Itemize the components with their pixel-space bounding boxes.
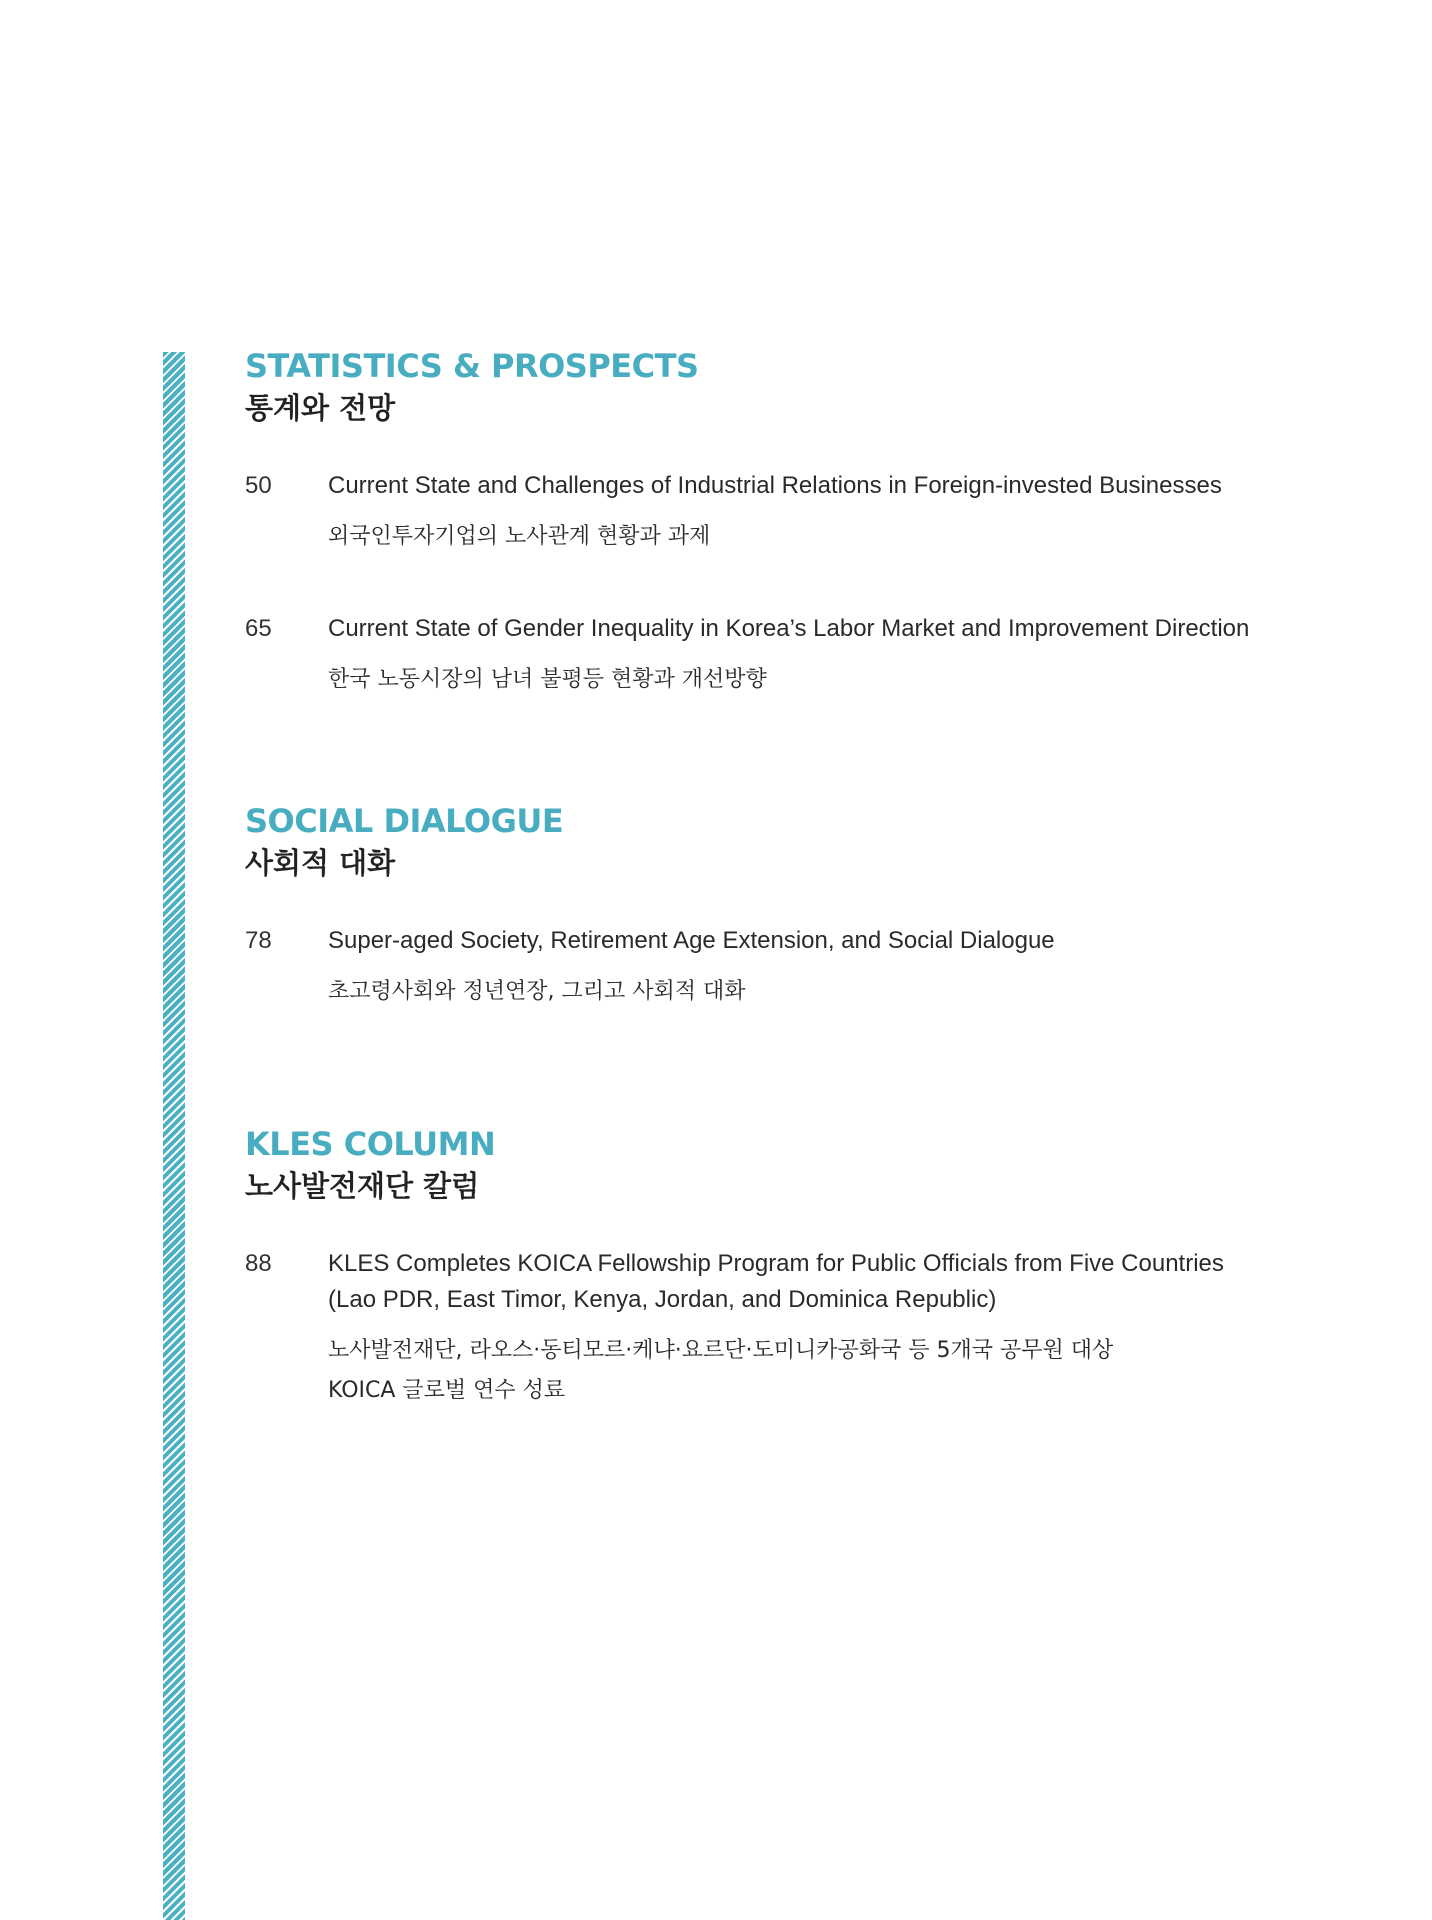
entry-title-ko: KOICA 글로벌 연수 성료 — [328, 1378, 566, 1403]
entry-title-en: KLES Completes KOICA Fellowship Program for Public Officials from Five Countries — [328, 1250, 1224, 1277]
entry-title-ko-block — [328, 972, 1345, 1012]
entry-body — [328, 1246, 1345, 1411]
toc-entry[interactable] — [245, 468, 1345, 557]
section-social-dialogue — [245, 801, 1345, 1012]
entry-title-ko-block — [328, 517, 1345, 557]
entry-title-ko-block — [328, 660, 1345, 700]
page-number: 88 — [245, 1250, 272, 1277]
toc-entries — [245, 923, 1345, 1012]
entry-title-en: Super-aged Society, Retirement Age Extension, and Social Dialogue — [328, 927, 1055, 954]
entry-title-en: Current State and Challenges of Industrial Relations in Foreign-invested Businesses — [328, 472, 1222, 499]
entry-title-en: (Lao PDR, East Timor, Kenya, Jordan, and Dominica Republic) — [328, 1286, 997, 1313]
section-title-en: SOCIAL DIALOGUE — [245, 802, 564, 840]
section-kles-column — [245, 1124, 1345, 1411]
toc-entries — [245, 468, 1345, 700]
section-title-en: STATISTICS & PROSPECTS — [245, 347, 699, 385]
toc-entry[interactable] — [245, 611, 1345, 700]
section-title-ko: 사회적 대화 — [245, 846, 396, 880]
entry-body — [328, 923, 1345, 1012]
entry-body — [328, 611, 1345, 700]
section-title-ko: 통계와 전망 — [245, 391, 396, 425]
entry-body — [328, 468, 1345, 557]
entry-title-ko: 노사발전재단, 라오스·동티모르·케냐·요르단·도미니카공화국 등 5개국 공무원 대상 — [328, 1338, 1114, 1363]
page-number: 65 — [245, 615, 272, 642]
entry-title-ko-block — [328, 1331, 1345, 1411]
decorative-striped-bar — [163, 352, 185, 1920]
section-statistics-prospects — [245, 346, 1345, 700]
page-number: 78 — [245, 927, 272, 954]
toc-entry[interactable] — [245, 1246, 1345, 1411]
entry-title-en: Current State of Gender Inequality in Korea’s Labor Market and Improvement Direction — [328, 615, 1250, 642]
entry-title-ko: 초고령사회와 정년연장, 그리고 사회적 대화 — [328, 979, 746, 1004]
page-number: 50 — [245, 472, 272, 499]
section-title-ko: 노사발전재단 칼럼 — [245, 1169, 480, 1203]
entry-title-ko: 한국 노동시장의 남녀 불평등 현황과 개선방향 — [328, 667, 767, 692]
toc-entries — [245, 1246, 1345, 1411]
entry-title-ko: 외국인투자기업의 노사관계 현황과 과제 — [328, 524, 711, 549]
section-title-en: KLES COLUMN — [245, 1125, 496, 1163]
toc-entry[interactable] — [245, 923, 1345, 1012]
